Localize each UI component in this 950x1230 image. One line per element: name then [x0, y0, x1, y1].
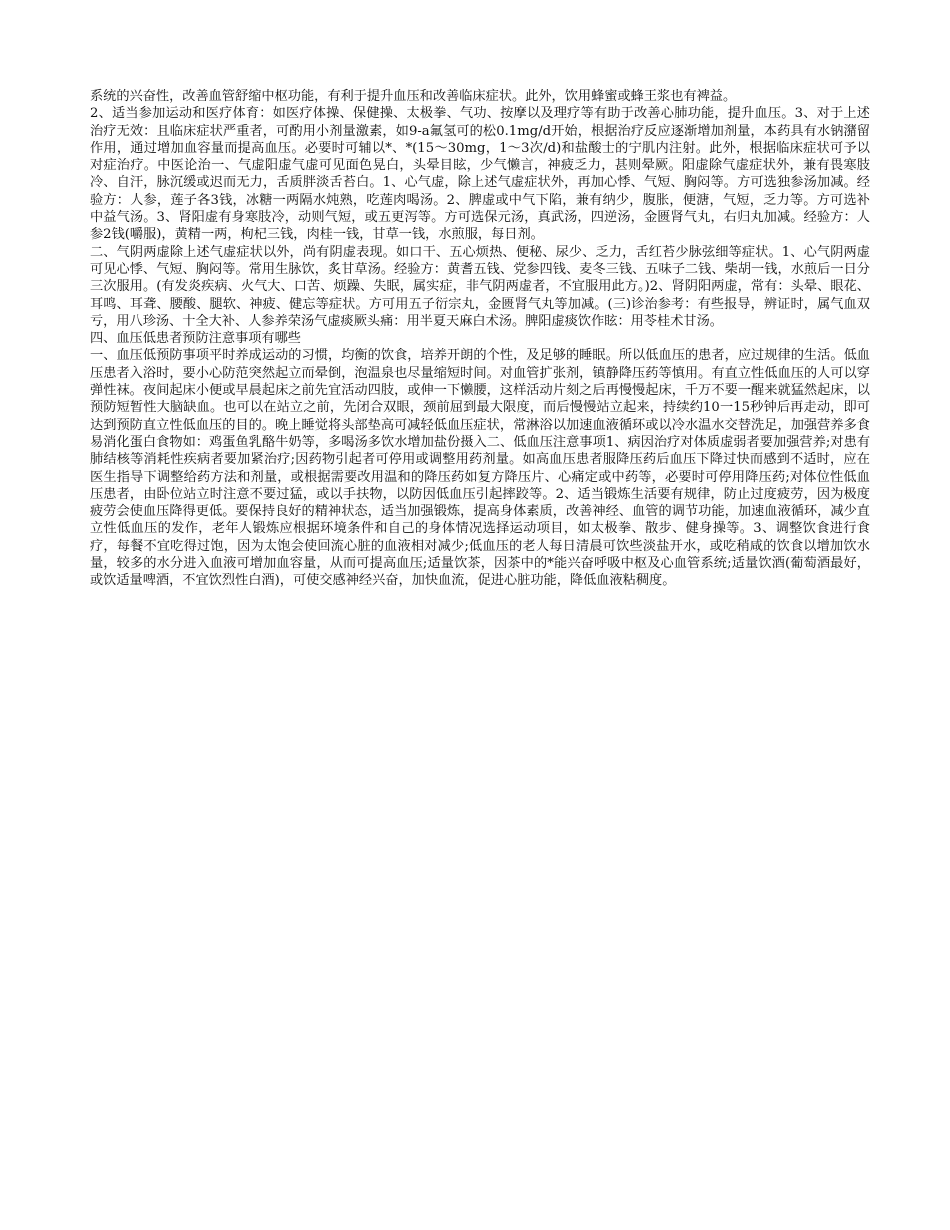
- paragraph-intro: 系统的兴奋性，改善血管舒缩中枢功能，有利于提升血压和改善临床症状。此外，饮用蜂蜜或蜂王浆也有裨益。: [90, 89, 737, 104]
- section-heading: 四、血压低患者预防注意事项有哪些: [90, 331, 301, 347]
- paragraph-prevention: 一、血压低预防事项平时养成运动的习惯，均衡的饮食，培养开朗的个性，及足够的睡眠。所以低血压的患者，应过规律的生活。低血压患者入浴时，要小心防范突然起立而晕倒，泡温泉也尽量缩短时间。对血管扩张剂，镇静降压药等慎用。有直立性低血压的人可以穿弹性袜。夜间起床小便或早晨起床之前先宜活动四肢，或伸一下懒腰，这样活动片刻之后再慢慢起床，千万不要一醒来就猛然起床，以预防短暂性大脑缺血。也可以在站立之前，先闭合双眼，颈前屈到最大限度，而后慢慢站立起来，持续约10一15秒钟后再走动，即可达到预防直立性低血压的目的。晚上睡觉将头部垫高可减轻低血压症状，常淋浴以加速血液循环或以冷水温水交替洗足，加强营养多食易消化蛋白食物如：鸡蛋鱼乳酪牛奶等，多喝汤多饮水增加盐份摄入二、低血压注意事项1、病因治疗对体质虚弱者要加强营养;对患有肺结核等消耗性疾病者要加紧治疗;因药物引起者可停用或调整用药剂量。如高血压患者服降压药后血压下降过快而感到不适时，应在医生指导下调整给药方法和剂量，或根据需要改用温和的降压药如复方降压片、心痛定或中药等，必要时可停用降压药;对体位性低血压患者，由卧位站立时注意不要过猛，或以手扶物，以防因低血压引起摔跤等。2、适当锻炼生活要有规律，防止过度疲劳，因为极度疲劳会使血压降得更低。要保持良好的精神状态，适当加强锻炼，提高身体素质，改善神经、血管的调节功能，加速血液循环，减少直立性低血压的发作，老年人锻炼应根据环境条件和自己的身体情况选择运动项目，如太极拳、散步、健身操等。3、调整饮食进行食疗，每餐不宜吃得过饱，因为太饱会使回流心脏的血液相对减少;低血压的老人每日清晨可饮些淡盐开水，或吃稍咸的饮食以增加饮水量，较多的水分进入血液可增加血容量，从而可提高血压;适量饮茶，因茶中的*能兴奋呼吸中枢及心血管系统;适量饮酒(葡萄酒最好，或饮适量啤酒，不宜饮烈性白酒)，可使交感神经兴奋，加快血流，促进心脏功能，降低血液粘稠度。: [90, 348, 870, 589]
- document-body: [90, 88, 870, 590]
- paragraph-treatment: 2、适当参加运动和医疗体育：如医疗体操、保健操、太极拳、气功、按摩以及理疗等有助于改善心肺功能，提升血压。3、对于上述治疗无效：且临床症状严重者，可酌用小剂量激素，如9-a氟氢可的松0.1mg/d开始，根据治疗反应逐渐增加剂量，本药具有水钠潴留作用，通过增加血容量而提高血压。必要时可辅以*、*(15～30mg，1～3次/d)和盐酸士的宁肌内注射。此外，根据临床症状可予以对症治疗。中医论治一、气虚阳虚气虚可见面色晃白，头晕目眩，少气懒言，神疲乏力，甚则晕厥。阳虚除气虚症状外，兼有畏寒肢冷、自汗，脉沉缓或迟而无力，舌质胖淡舌苔白。1、心气虚，除上述气虚症状外，再加心悸、气短、胸闷等。方可选独参汤加减。经验方：人参，莲子各3钱，冰糖一两隔水炖熟，吃莲肉喝汤。2、脾虚或中气下陷，兼有纳少，腹胀，便溏，气短，乏力等。方可选补中益气汤。3、肾阳虚有身寒肢冷，动则气短，或五更泻等。方可选保元汤，真武汤，四逆汤，金匮肾气丸，右归丸加减。经验方：人参2钱(嚼服)，黄精一两，枸杞三钱，肉桂一钱，甘草一钱，水煎服，每日剂。: [90, 106, 870, 243]
- paragraph-qi-yin-deficiency: 二、气阴两虚除上述气虚症状以外，尚有阴虚表现。如口干、五心烦热、便秘、尿少、乏力，舌红苔少脉弦细等症状。1、心气阴两虚可见心悸、气短、胸闷等。常用生脉饮，炙甘草汤。经验方：黄耆五钱、党参四钱、麦冬三钱、五味子二钱、柴胡一钱，水煎后一日分三次服用。(有发炎疾病、火气大、口苦、烦躁、失眠，属实症，非气阴两虚者，不宜服用此方。)2、肾阴阳两虚，常有：头晕、眼花、耳鸣、耳聋、腰酸、腿软、神疲、健忘等症状。方可用五子衍宗丸，金匮肾气丸等加减。(三)诊治参考：有些报导，辨证时，属气血双亏，用八珍汤、十全大补、人参养荣汤气虚痰厥头痛：用半夏天麻白术汤。脾阳虚痰饮作眩：用苓桂术甘汤。: [90, 244, 870, 329]
